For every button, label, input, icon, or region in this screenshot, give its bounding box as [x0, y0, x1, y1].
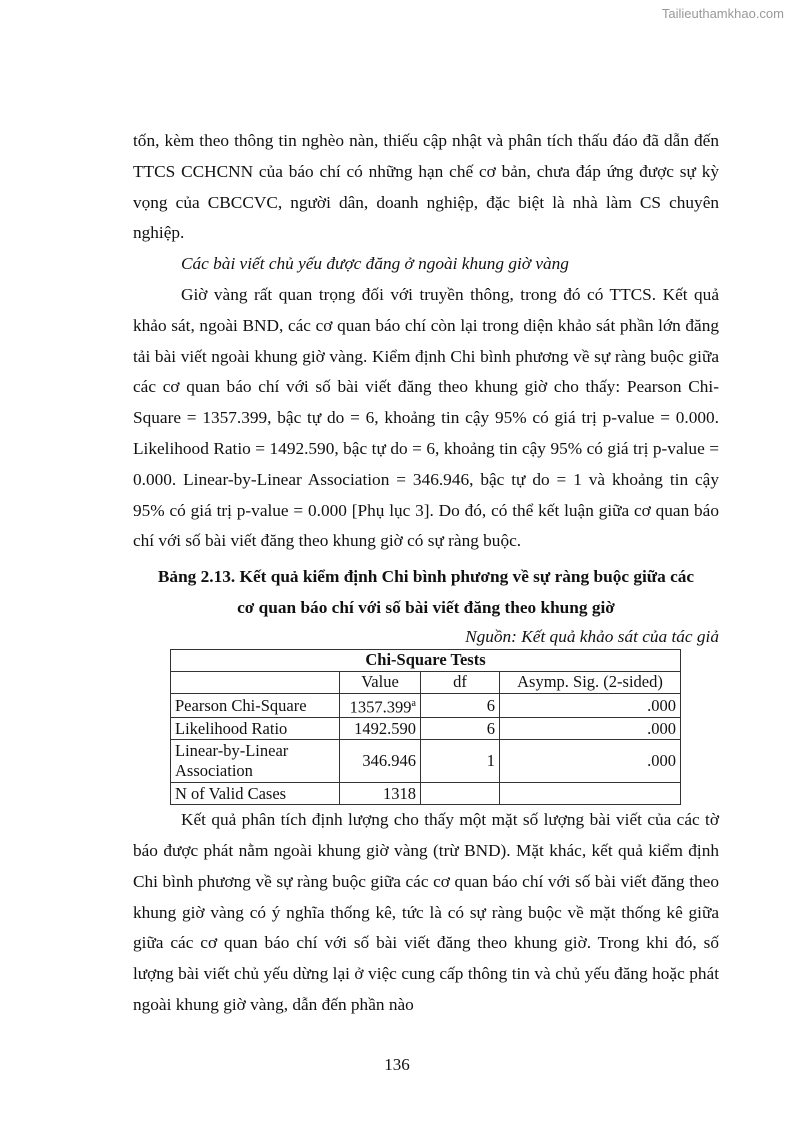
header-df: df [421, 671, 500, 693]
watermark: Tailieuthamkhao.com [661, 6, 784, 21]
page-number: 136 [384, 1055, 410, 1074]
row-sig: .000 [500, 718, 681, 740]
row-label-line-2: Association [175, 761, 253, 781]
row-df: 6 [421, 693, 500, 718]
table-row [171, 693, 681, 718]
row-sig: .000 [500, 693, 681, 718]
paragraph-1: tốn, kèm theo thông tin nghèo nàn, thiếu cập nhật và phân tích thấu đáo đã dẫn đến TTCS CCHCNN của báo chí có những hạn chế cơ bản, chưa đáp ứng được sự kỳ vọng của CBCCVC, người dân, doanh nghiệp, đặc biệt là nhà làm CS chuyên nghiệp. [133, 131, 719, 243]
table-title-row [171, 649, 681, 671]
row-label: N of Valid Cases [171, 783, 340, 805]
row-sig: .000 [500, 740, 681, 783]
row-value: 1492.590 [340, 718, 421, 740]
chi-square-table [170, 649, 681, 806]
row-label [171, 740, 340, 783]
row-label-line-1: Linear-by-Linear [175, 741, 289, 761]
page-content [133, 126, 719, 1021]
table-caption [133, 562, 719, 624]
row-value: 1318 [340, 783, 421, 805]
row-df [421, 783, 500, 805]
row-label: Likelihood Ratio [171, 718, 340, 740]
table-source: Nguồn: Kết quả khảo sát của tác giả [465, 626, 719, 646]
paragraph-3: Kết quả phân tích định lượng cho thấy một mặt số lượng bài viết của các tờ báo được phát nằm ngoài khung giờ vàng (trừ BND). Mặt khác, kết quả kiểm định Chi bình phương về sự ràng buộc giữa các cơ quan báo chí với số bài viết đăng theo khung giờ vàng có ý nghĩa thống kê, tức là có sự ràng buộc về mặt thống kê giữa giữa các cơ quan báo chí với số bài viết đăng theo khung giờ. Trong khi đó, số lượng bài viết chủ yếu dừng lại ở việc cung cấp thông tin và chủ yếu đăng hoặc phát ngoài khung giờ vàng, dẫn đến phần nào [133, 810, 719, 1015]
table-header-row [171, 671, 681, 693]
row-value: 1357.399$^a$ [340, 693, 421, 718]
paragraph-2: Giờ vàng rất quan trọng đối với truyền thông, trong đó có TTCS. Kết quả khảo sát, ngoài BND, các cơ quan báo chí còn lại trong diện khảo sát phần lớn đăng tải bài viết ngoài khung giờ vàng. Kiểm định Chi bình phương về sự ràng buộc giữa các cơ quan báo chí với số bài viết đăng theo khung giờ cho thấy: Pearson Chi-Square = 1357.399, bậc tự do = 6, khoảng tin cậy 95% có giá trị p-value = 0.000. Likelihood Ratio = 1492.590, bậc tự do = 6, khoảng tin cậy 95% có giá trị p-value = 0.000. Linear-by-Linear Association = 346.946, bậc tự do = 1 và khoảng tin cậy 95% có giá trị p-value = 0.000 [Phụ lục 3]. Do đó, có thể kết luận giữa cơ quan báo chí với số bài viết đăng theo khung giờ có sự ràng buộc. [133, 284, 719, 551]
footnote-marker: a [411, 697, 416, 709]
header-empty-cell [171, 671, 340, 693]
section-subheading: Các bài viết chủ yếu được đăng ở ngoài khung giờ vàng [181, 254, 569, 274]
row-sig [500, 783, 681, 805]
table-caption-line-1: Bảng 2.13. Kết quả kiểm định Chi bình phương về sự ràng buộc giữa các [157, 567, 695, 587]
row-label: Pearson Chi-Square [171, 693, 340, 718]
table-row [171, 740, 681, 783]
row-value: 346.946 [340, 740, 421, 783]
table-row [171, 783, 681, 805]
table-title: Chi-Square Tests [171, 649, 681, 671]
table-row [171, 718, 681, 740]
header-value: Value [340, 671, 421, 693]
row-df: 1 [421, 740, 500, 783]
table-caption-line-2: cơ quan báo chí với số bài viết đăng theo khung giờ [237, 597, 615, 617]
row-df: 6 [421, 718, 500, 740]
header-sig: Asymp. Sig. (2-sided) [500, 671, 681, 693]
